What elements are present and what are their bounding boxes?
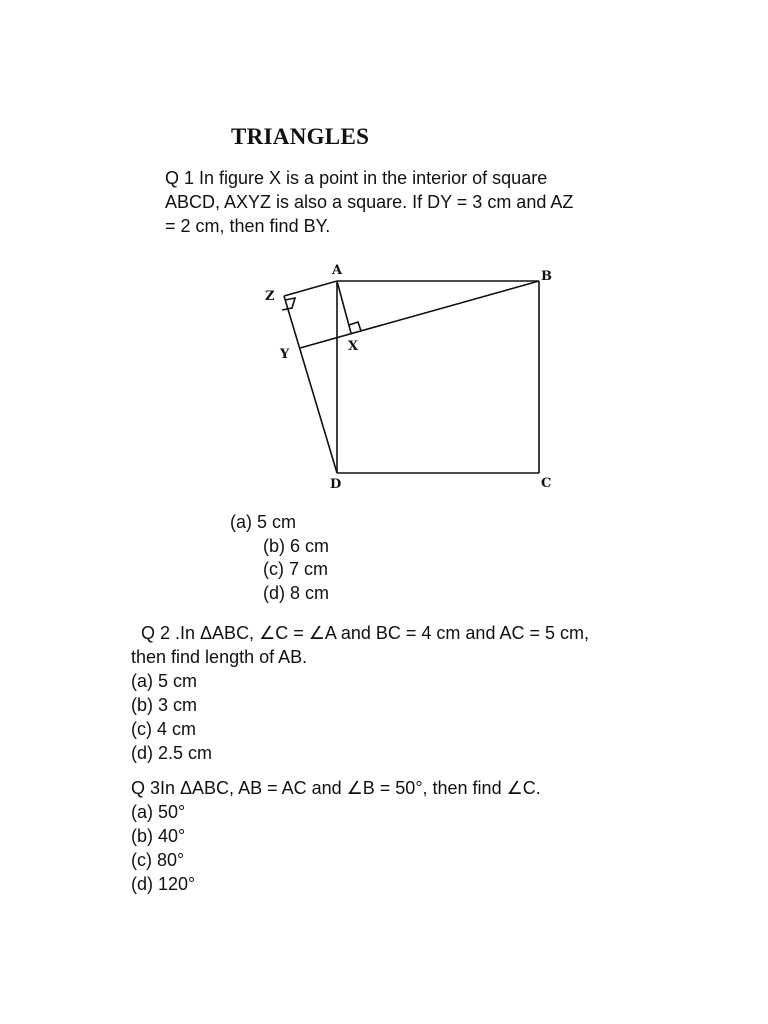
question-2-line: Q 2 .In ΔABC, ∠C = ∠A and BC = 4 cm and AC = 5 cm, [141, 623, 589, 643]
option-item: (a) 5 cm [230, 512, 297, 532]
question-2-text [131, 621, 589, 765]
square-figure [262, 258, 562, 498]
option-item: (d) 8 cm [263, 582, 330, 603]
question-1-line: Q 1 In figure X is a point in the interior of square [165, 168, 548, 188]
question-1-line: = 2 cm, then find BY. [165, 216, 331, 236]
label-a: A [332, 263, 343, 278]
option-item: (d) 2.5 cm [131, 743, 213, 763]
option-item: (a) 50° [131, 802, 186, 822]
option-item: (c) 4 cm [131, 719, 196, 739]
label-y: Y [280, 347, 290, 362]
question-2-line: then find length of AB. [131, 647, 308, 667]
question-1-text [165, 166, 573, 238]
question-3-line: Q 3In ΔABC, AB = AC and ∠B = 50°, then find ∠C. [131, 778, 541, 798]
label-c: C [541, 476, 552, 491]
line-yb [300, 281, 539, 348]
label-x: X [348, 339, 359, 354]
option-item: (c) 80° [131, 850, 185, 870]
right-angle-mark-z [282, 298, 295, 310]
page-title: TRIANGLES [231, 124, 370, 149]
option-item: (b) 40° [131, 826, 186, 846]
option-item: (d) 120° [131, 874, 196, 894]
side-az [284, 281, 337, 296]
option-item: (b) 6 cm [263, 535, 330, 556]
question-1-options [230, 511, 329, 605]
label-z: Z [265, 289, 275, 304]
line-zd [284, 296, 337, 473]
side-ax [337, 281, 351, 333]
option-item: (c) 7 cm [263, 559, 328, 579]
question-1-line: ABCD, AXYZ is also a square. If DY = 3 cm and AZ [165, 192, 574, 212]
label-d: D [330, 477, 342, 492]
question-3-text [131, 776, 541, 896]
label-b: B [541, 269, 552, 284]
option-item: (b) 3 cm [131, 695, 198, 715]
option-item: (a) 5 cm [131, 671, 198, 691]
